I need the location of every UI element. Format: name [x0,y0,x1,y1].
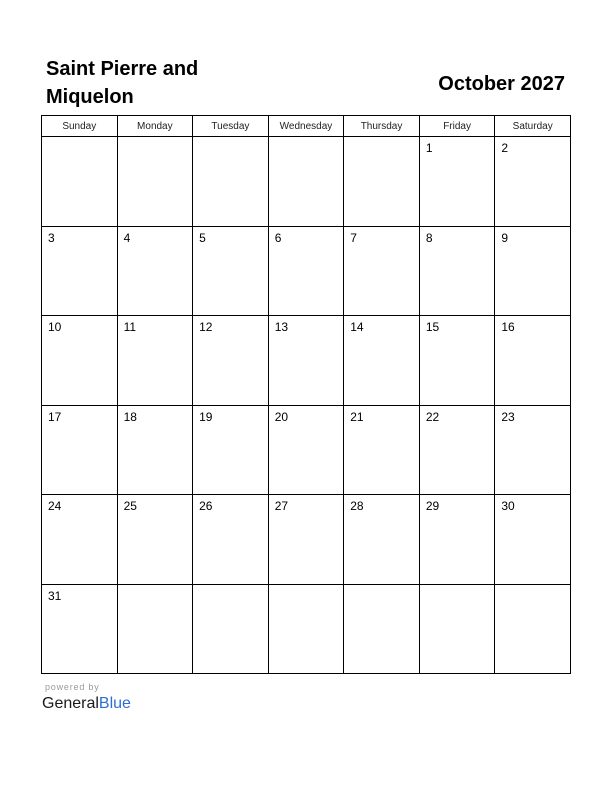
day-number [118,585,193,589]
day-number: 29 [425,499,440,513]
day-number: 11 [123,320,137,334]
day-number [42,137,117,141]
day-number: 17 [48,409,62,424]
day-cell [117,584,193,674]
day-number: 10 [48,320,62,334]
week-row [42,226,571,316]
day-cell [117,495,193,585]
brand-blue-text: Blue [98,695,131,712]
weekday-header: Sunday [42,116,118,137]
day-number [118,137,193,141]
day-number [193,585,268,589]
day-number: 18 [123,409,137,424]
day-cell [419,405,495,495]
day-cell [344,405,420,495]
weekday-header: Saturday [495,116,571,137]
day-number: 31 [48,588,62,603]
day-cell [495,316,571,406]
week-row [42,495,571,585]
month-title: October 2027 [438,73,565,95]
day-cell [495,495,571,585]
day-number: 21 [350,409,364,424]
day-number: 20 [274,409,289,424]
day-number: 7 [350,230,357,245]
day-cell [495,584,571,674]
day-number: 4 [123,230,131,245]
day-number: 1 [425,141,433,155]
day-number [420,585,495,589]
day-number: 12 [199,320,213,334]
day-cell [117,316,193,406]
day-cell [419,584,495,674]
day-cell [193,405,269,495]
week-row [42,405,571,495]
calendar-grid [41,115,571,674]
day-cell [419,137,495,227]
day-number: 22 [425,409,440,424]
day-cell [344,584,420,674]
day-cell [193,316,269,406]
day-cell [268,495,344,585]
day-number: 13 [274,320,289,334]
day-cell [117,137,193,227]
day-number: 27 [274,499,289,513]
day-number [344,137,419,141]
week-row [42,584,571,674]
powered-by-label: powered by [45,682,100,692]
day-cell [42,137,118,227]
day-cell [117,405,193,495]
day-number [344,585,419,589]
day-number: 28 [350,499,364,513]
weekday-header: Thursday [344,116,420,137]
weekday-header: Friday [419,116,495,137]
day-number [495,585,570,589]
day-cell [268,316,344,406]
week-row [42,137,571,227]
day-cell [419,495,495,585]
weekday-header: Tuesday [193,116,269,137]
day-cell [344,495,420,585]
week-row [42,316,571,406]
day-number: 25 [123,499,137,513]
day-number: 6 [274,230,282,245]
day-cell [495,226,571,316]
day-cell [344,226,420,316]
day-number: 23 [501,409,515,424]
day-number: 2 [501,141,509,155]
day-number: 24 [48,499,62,513]
day-cell [42,495,118,585]
day-cell [42,316,118,406]
day-number: 5 [199,230,206,245]
day-cell [193,137,269,227]
day-cell [344,316,420,406]
day-number: 9 [501,230,509,245]
day-cell [268,137,344,227]
day-cell [495,137,571,227]
day-number: 16 [501,320,515,334]
day-number: 8 [425,230,433,245]
day-cell [419,226,495,316]
day-cell [42,226,118,316]
day-number [269,137,344,141]
day-cell [268,584,344,674]
day-number: 15 [425,320,440,334]
day-cell [193,584,269,674]
day-number [269,585,344,589]
day-cell [193,495,269,585]
day-number: 26 [199,499,213,513]
day-cell [193,226,269,316]
day-cell [268,226,344,316]
day-number: 19 [199,409,213,424]
day-cell [419,316,495,406]
day-number [193,137,268,141]
day-cell [42,405,118,495]
day-cell [117,226,193,316]
weekday-header: Wednesday [268,116,344,137]
day-number: 3 [48,230,55,245]
day-cell [42,584,118,674]
generalblue-logo [42,694,131,714]
weekday-header-row [42,116,571,137]
day-cell [268,405,344,495]
day-number: 14 [350,320,364,334]
day-cell [495,405,571,495]
day-cell [344,137,420,227]
region-title: Saint Pierre and Miquelon [46,58,199,108]
weekday-header: Monday [117,116,193,137]
brand-general-text: General [42,695,99,712]
day-number: 30 [501,499,515,513]
